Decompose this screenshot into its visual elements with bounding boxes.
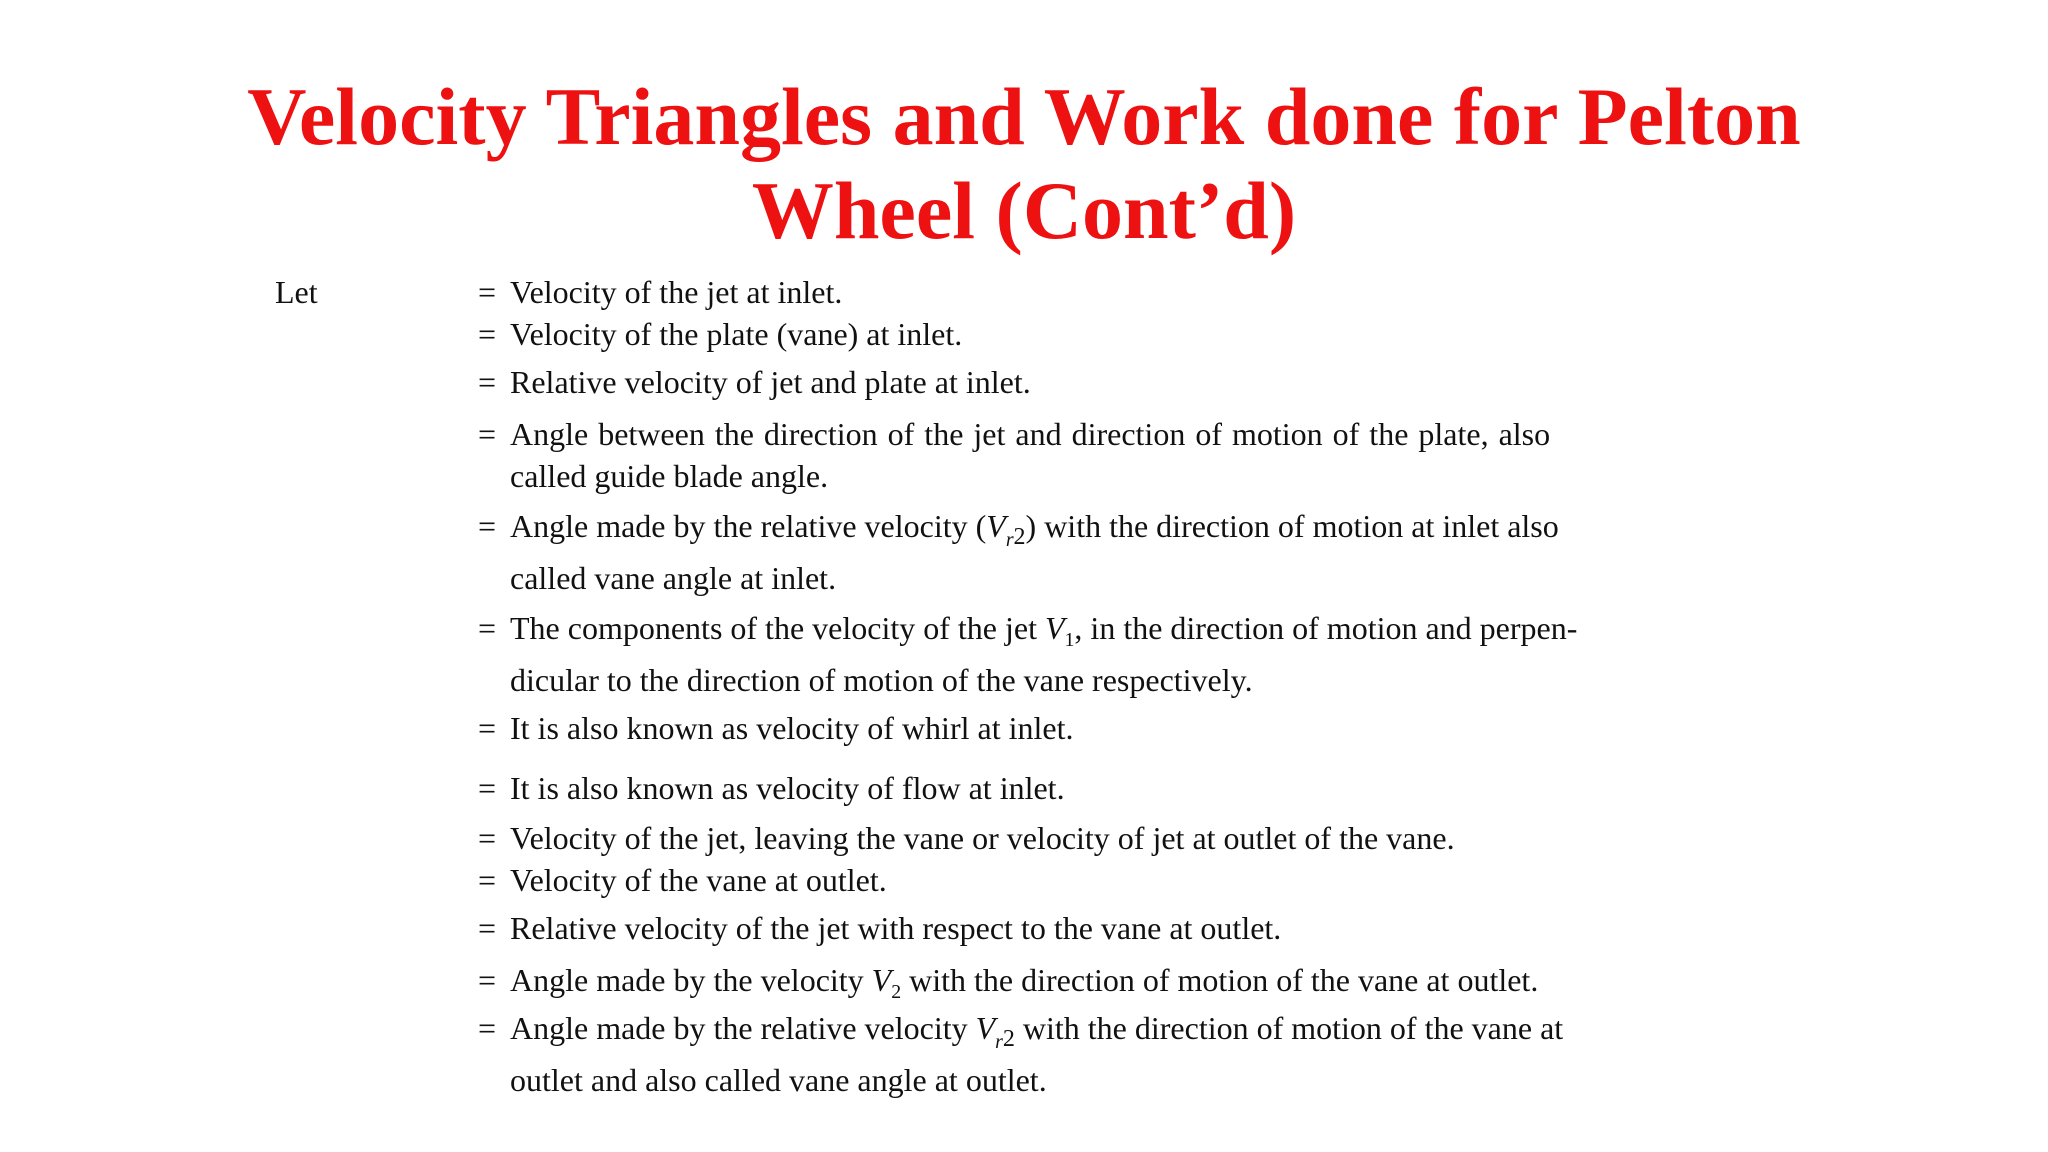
definition-text: Angle made by the relative velocity $V_{r2}$ with the direction of motion of the vane at xyxy=(510,1010,1564,1053)
equals-sign: = xyxy=(478,770,497,806)
definition-text: Velocity of the plate (vane) at inlet. xyxy=(510,316,963,352)
title-line-1: Velocity Triangles and Work done for Pelton xyxy=(247,71,1801,162)
equals-sign: = xyxy=(478,316,497,352)
equals-sign: = xyxy=(478,710,497,746)
definition-text: Velocity of the vane at outlet. xyxy=(510,862,887,898)
definition-text: Angle between the direction of the jet and direction of motion of the plate, also xyxy=(510,416,1551,452)
equals-sign: = xyxy=(478,416,497,452)
equals-sign: = xyxy=(478,910,497,946)
definition-text: The components of the velocity of the jet $V_1$, in the direction of motion and perpen- xyxy=(510,610,1578,651)
equals-sign: = xyxy=(478,1010,497,1046)
definition-text: dicular to the direction of motion of the vane respectively. xyxy=(510,662,1253,698)
definition-text: It is also known as velocity of whirl at inlet. xyxy=(510,710,1074,746)
definition-text: It is also known as velocity of flow at inlet. xyxy=(510,770,1065,806)
title-line-2: Wheel (Cont’d) xyxy=(751,165,1297,256)
equals-sign: = xyxy=(478,364,497,400)
equals-sign: = xyxy=(478,962,497,998)
definition-text: Angle made by the velocity $V_2$ with the direction of motion of the vane at outlet. xyxy=(510,962,1539,1003)
definition-text: Relative velocity of jet and plate at inlet. xyxy=(510,364,1031,400)
definition-text: called guide blade angle. xyxy=(510,458,829,494)
definition-text: Relative velocity of the jet with respect to the vane at outlet. xyxy=(510,910,1282,946)
definition-text: outlet and also called vane angle at outlet. xyxy=(510,1062,1047,1098)
let-label: Let xyxy=(275,274,318,310)
equals-sign: = xyxy=(478,862,497,898)
slide-title xyxy=(0,70,2048,258)
equals-sign: = xyxy=(478,274,497,310)
equals-sign: = xyxy=(478,820,497,856)
definition-text: called vane angle at inlet. xyxy=(510,560,837,596)
equals-sign: = xyxy=(478,508,497,544)
definition-text: Angle made by the relative velocity $(V_{r2})$ with the direction of motion at inlet also xyxy=(510,508,1559,551)
equals-sign: = xyxy=(478,610,497,646)
definition-text: Velocity of the jet at inlet. xyxy=(510,274,843,310)
definition-text: Velocity of the jet, leaving the vane or velocity of jet at outlet of the vane. xyxy=(510,820,1455,856)
